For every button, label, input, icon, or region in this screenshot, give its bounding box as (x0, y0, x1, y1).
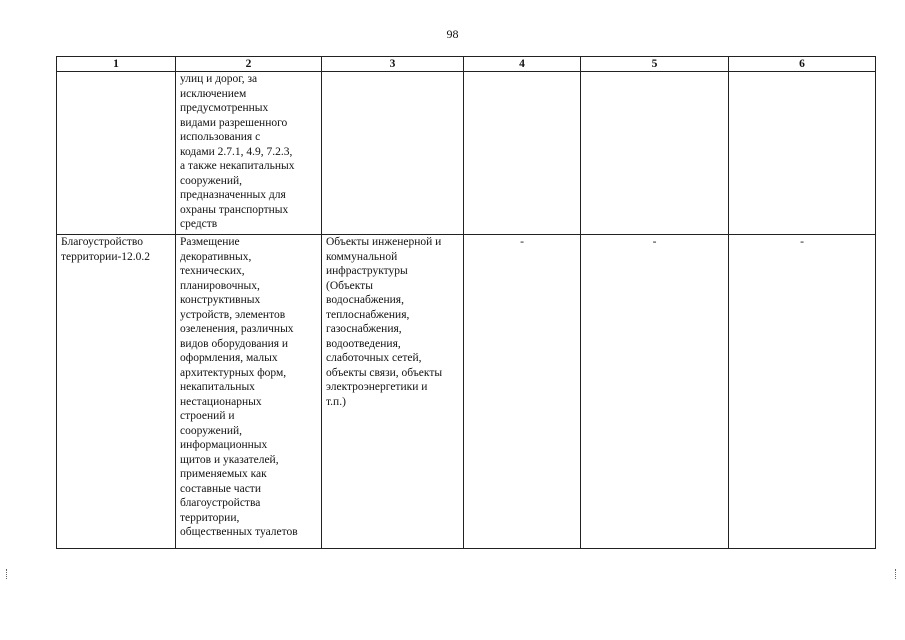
column-header-4: 4 (464, 57, 581, 72)
table-cell-objects: Объекты инженерной и коммунальной инфраструктуры (Объекты водоснабжения, теплоснабжения, газоснабжения, водоотведения, слаботочных сетей, объекты связи, объекты электроэнергетики и т.п.) (322, 235, 464, 549)
column-header-1: 1 (57, 57, 176, 72)
land-use-table (56, 56, 876, 549)
column-header-3: 3 (322, 57, 464, 72)
column-header-5: 5 (581, 57, 729, 72)
table-cell-description: Размещение декоративных, технических, планировочных, конструктивных устройств, элементов озеленения, различных видов оборудования и оформления, малых архитектурных форм, некапитальных нестационарных строений и сооружений, информационных щитов и указателей, применяемых как составные части благоустройства территории, общественных туалетов (176, 235, 322, 549)
table-row (57, 235, 876, 549)
column-header-2: 2 (176, 57, 322, 72)
scan-edge-mark-left (6, 569, 9, 579)
column-header-6: 6 (729, 57, 876, 72)
table-cell-use-type (57, 72, 176, 235)
table-cell-objects (322, 72, 464, 235)
table-cell-description: улиц и дорог, за исключением предусмотренных видами разрешенного использования с кодами 2.7.1, 4.9, 7.2.3, а также некапитальных сооружений, предназначенных для охраны транспортных средств (176, 72, 322, 235)
table-row (57, 72, 876, 235)
page-number: 98 (446, 27, 459, 41)
table-cell-col5 (581, 72, 729, 235)
scan-edge-mark-right (895, 569, 898, 579)
table-cell-col6 (729, 72, 876, 235)
table-cell-col5: - (581, 235, 729, 549)
table-cell-use-type: Благоустройство территории-12.0.2 (57, 235, 176, 549)
table-cell-col4 (464, 72, 581, 235)
table-cell-col4: - (464, 235, 581, 549)
table-cell-col6: - (729, 235, 876, 549)
table-header-row (57, 57, 876, 72)
